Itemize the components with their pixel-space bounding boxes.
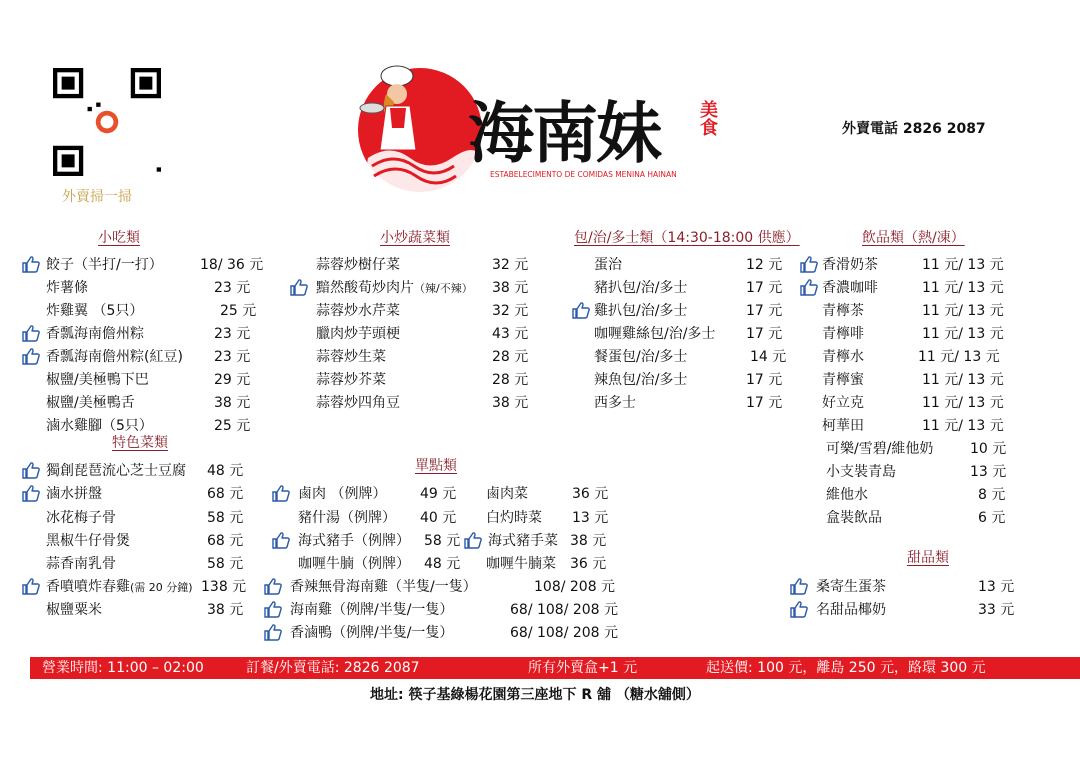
menu-item-price: 17 元 xyxy=(746,280,783,296)
menu-item-price: 68 元 xyxy=(207,533,244,549)
thumbs-up-icon xyxy=(272,532,290,549)
thumbs-up-icon xyxy=(572,302,590,319)
menu-item-note: （辣/不辣） xyxy=(414,282,473,295)
menu-item-name: 白灼時菜 xyxy=(486,510,542,526)
menu-item-name: 名甜品椰奶 xyxy=(816,602,886,618)
menu-item-name: 香辣無骨海南雞（半隻/一隻） xyxy=(290,579,477,595)
menu-item-name: 餐蛋包/治/多士 xyxy=(594,349,688,365)
menu-item-price: 8 元 xyxy=(978,487,1006,503)
menu-item-price: 25 元 xyxy=(214,418,251,434)
thumbs-up-icon xyxy=(264,601,282,618)
menu-item-price: 68/ 108/ 208 元 xyxy=(510,625,619,641)
menu-item-name: 香滷鴨（例牌/半隻/一隻） xyxy=(290,625,454,641)
thumbs-up-icon xyxy=(22,462,40,479)
menu-item-name: 炸薯條 xyxy=(46,280,88,296)
menu-item-price: 18/ 36 元 xyxy=(200,257,264,273)
section-heading: 特色菜類 xyxy=(112,435,168,451)
menu-item-price: 33 元 xyxy=(978,602,1015,618)
menu-item-price: 6 元 xyxy=(978,510,1006,526)
menu-item-name: 黯然酸荀炒肉片（辣/不辣） xyxy=(316,280,473,296)
menu-item-name: 海式豬手菜 xyxy=(488,533,558,549)
menu-item-price: 58 元 xyxy=(207,556,244,572)
thumbs-up-icon xyxy=(22,325,40,342)
minimum-charge: 起送價: 100 元，離島 250 元，路環 300 元 xyxy=(706,660,986,676)
menu-item-name: 香濃咖啡 xyxy=(822,280,878,296)
menu-item-name: 西多士 xyxy=(594,395,636,411)
menu-item-name: 盒裝飲品 xyxy=(826,510,882,526)
menu-item-price: 32 元 xyxy=(492,303,529,319)
menu-item-name: 蒜蓉炒樹仔菜 xyxy=(316,257,400,273)
menu-item-price: 13 元 xyxy=(572,510,609,526)
menu-item-price: 36 元 xyxy=(570,556,607,572)
menu-item-price: 14 元 xyxy=(750,349,787,365)
thumbs-up-icon xyxy=(264,578,282,595)
menu-item-note: (需 20 分鐘) xyxy=(130,581,193,594)
thumbs-up-icon xyxy=(264,624,282,641)
section-heading: 甜品類 xyxy=(907,550,949,566)
menu-item-price: 38 元 xyxy=(214,395,251,411)
menu-item-price: 23 元 xyxy=(214,326,251,342)
menu-item-price: 29 元 xyxy=(214,372,251,388)
logo-name: 海南妹 xyxy=(468,94,660,172)
section-heading: 小吃類 xyxy=(98,230,140,246)
menu-item-price: 13 元 xyxy=(978,579,1015,595)
logo-tag: 美食 xyxy=(697,100,718,136)
menu-item-price: 58 元 xyxy=(424,533,461,549)
menu-item-name: 餃子（半打/一打） xyxy=(46,257,163,273)
menu-item-name: 蒜香南乳骨 xyxy=(46,556,116,572)
menu-item-name: 炸雞翼 （5只） xyxy=(46,303,144,319)
opening-hours: 營業時間: 11:00 – 02:00 xyxy=(42,660,204,676)
thumbs-up-icon xyxy=(290,279,308,296)
address: 地址: 筷子基綠楊花園第三座地下 R 舖 （糖水舖側） xyxy=(370,687,700,703)
thumbs-up-icon xyxy=(22,485,40,502)
thumbs-up-icon xyxy=(464,532,482,549)
menu-item-name: 鹵肉 （例牌） xyxy=(298,486,387,502)
menu-item-name: 豬扒包/治/多士 xyxy=(594,280,688,296)
menu-item-name: 青檸蜜 xyxy=(822,372,864,388)
menu-item-price: 38 元 xyxy=(492,280,529,296)
thumbs-up-icon xyxy=(22,256,40,273)
menu-item-price: 48 元 xyxy=(207,463,244,479)
box-fee: 所有外賣盒+1 元 xyxy=(528,660,638,676)
menu-item-price: 11 元/ 13 元 xyxy=(918,349,1000,365)
delivery-phone: 外賣電話 2826 2087 xyxy=(842,121,986,137)
menu-item-price: 17 元 xyxy=(746,395,783,411)
menu-item-name: 滷水拼盤 xyxy=(46,486,102,502)
info-bar xyxy=(30,657,1080,679)
menu-item-name: 柯華田 xyxy=(822,418,864,434)
menu-item-name: 咖喱牛腩菜 xyxy=(486,556,556,572)
thumbs-up-icon xyxy=(22,578,40,595)
menu-item-price: 48 元 xyxy=(424,556,461,572)
menu-item-name: 香噴噴炸春雞(需 20 分鐘) xyxy=(46,579,193,595)
menu-item-name: 青檸茶 xyxy=(822,303,864,319)
menu-item-price: 28 元 xyxy=(492,349,529,365)
menu-item-price: 38 元 xyxy=(207,602,244,618)
menu-item-price: 58 元 xyxy=(207,510,244,526)
menu-item-name: 蒜蓉炒芥菜 xyxy=(316,372,386,388)
menu-item-price: 11 元/ 13 元 xyxy=(922,257,1004,273)
menu-item-price: 38 元 xyxy=(492,395,529,411)
section-heading: 飲品類（熱/凍） xyxy=(862,230,965,246)
menu-item-name: 蒜蓉炒水芹菜 xyxy=(316,303,400,319)
thumbs-up-icon xyxy=(790,578,808,595)
menu-item-price: 36 元 xyxy=(572,486,609,502)
menu-item-name: 咖喱牛腩（例牌） xyxy=(298,556,410,572)
menu-item-price: 108/ 208 元 xyxy=(534,579,616,595)
menu-item-name: 鹵肉菜 xyxy=(486,486,528,502)
menu-item-name: 蒜蓉炒生菜 xyxy=(316,349,386,365)
menu-item-price: 40 元 xyxy=(420,510,457,526)
menu-item-price: 38 元 xyxy=(570,533,607,549)
menu-item-price: 49 元 xyxy=(420,486,457,502)
menu-item-name: 小支裝青島 xyxy=(826,464,896,480)
menu-item-name: 滷水雞腳（5只） xyxy=(46,418,153,434)
menu-item-name: 桑寄生蛋茶 xyxy=(816,579,886,595)
menu-item-name: 香滑奶茶 xyxy=(822,257,878,273)
menu-item-name: 辣魚包/治/多士 xyxy=(594,372,688,388)
menu-item-price: 11 元/ 13 元 xyxy=(922,395,1004,411)
menu-item-name: 椒鹽/美極鴨舌 xyxy=(46,395,135,411)
section-heading: 小炒蔬菜類 xyxy=(380,230,450,246)
menu-item-name: 獨創琵琶流心芝士豆腐 xyxy=(46,463,186,479)
menu-item-price: 17 元 xyxy=(746,303,783,319)
menu-item-price: 17 元 xyxy=(746,372,783,388)
menu-item-name: 黑椒牛仔骨煲 xyxy=(46,533,130,549)
menu-item-price: 25 元 xyxy=(220,303,257,319)
section-heading: 單點類 xyxy=(415,458,457,474)
qr-code xyxy=(53,68,161,176)
menu-item-price: 28 元 xyxy=(492,372,529,388)
menu-item-price: 11 元/ 13 元 xyxy=(922,372,1004,388)
thumbs-up-icon xyxy=(22,348,40,365)
thumbs-up-icon xyxy=(272,485,290,502)
menu-item-name: 青檸水 xyxy=(822,349,864,365)
menu-item-price: 23 元 xyxy=(214,349,251,365)
menu-item-price: 43 元 xyxy=(492,326,529,342)
menu-item-name: 好立克 xyxy=(822,395,864,411)
thumbs-up-icon xyxy=(800,279,818,296)
menu-item-price: 11 元/ 13 元 xyxy=(922,280,1004,296)
menu-item-name: 香瓢海南儋州粽 xyxy=(46,326,144,342)
menu-item-name: 雞扒包/治/多士 xyxy=(594,303,688,319)
thumbs-up-icon xyxy=(790,601,808,618)
menu-item-price: 68/ 108/ 208 元 xyxy=(510,602,619,618)
menu-item-name: 蒜蓉炒四角豆 xyxy=(316,395,400,411)
menu-item-name: 青檸啡 xyxy=(822,326,864,342)
menu-item-price: 17 元 xyxy=(746,326,783,342)
scan-caption: 外賣掃一掃 xyxy=(62,189,132,205)
menu-item-name: 蛋治 xyxy=(594,257,622,273)
menu-item-price: 32 元 xyxy=(492,257,529,273)
menu-item-price: 11 元/ 13 元 xyxy=(922,418,1004,434)
menu-item-name: 可樂/雪碧/維他奶 xyxy=(826,441,934,457)
menu-item-price: 12 元 xyxy=(746,257,783,273)
logo-subtitle: ESTABELECIMENTO DE COMIDAS MENINA HAINAN xyxy=(490,170,677,179)
menu-item-price: 11 元/ 13 元 xyxy=(922,303,1004,319)
menu-item-name: 咖喱雞絲包/治/多士 xyxy=(594,326,716,342)
section-heading: 包/治/多士類（14:30-18:00 供應） xyxy=(574,230,800,246)
menu-item-price: 138 元 xyxy=(201,579,247,595)
menu-item-name: 冰花梅子骨 xyxy=(46,510,116,526)
menu-item-price: 11 元/ 13 元 xyxy=(922,326,1004,342)
thumbs-up-icon xyxy=(800,256,818,273)
menu-item-name: 椒鹽/美極鴨下巴 xyxy=(46,372,149,388)
menu-item-name: 維他水 xyxy=(826,487,868,503)
menu-item-name: 海南雞（例牌/半隻/一隻） xyxy=(290,602,454,618)
menu-item-price: 10 元 xyxy=(970,441,1007,457)
order-phone: 訂餐/外賣電話: 2826 2087 xyxy=(246,660,420,676)
menu-item-name: 香瓢海南儋州粽(紅豆) xyxy=(46,349,183,365)
menu-item-price: 68 元 xyxy=(207,486,244,502)
menu-item-name: 海式豬手（例牌） xyxy=(298,533,410,549)
menu-item-price: 23 元 xyxy=(214,280,251,296)
menu-item-name: 豬什湯（例牌） xyxy=(298,510,396,526)
menu-item-price: 13 元 xyxy=(970,464,1007,480)
menu-item-name: 椒鹽粟米 xyxy=(46,602,102,618)
restaurant-logo xyxy=(350,58,720,198)
menu-item-name: 臘肉炒芋頭梗 xyxy=(316,326,400,342)
